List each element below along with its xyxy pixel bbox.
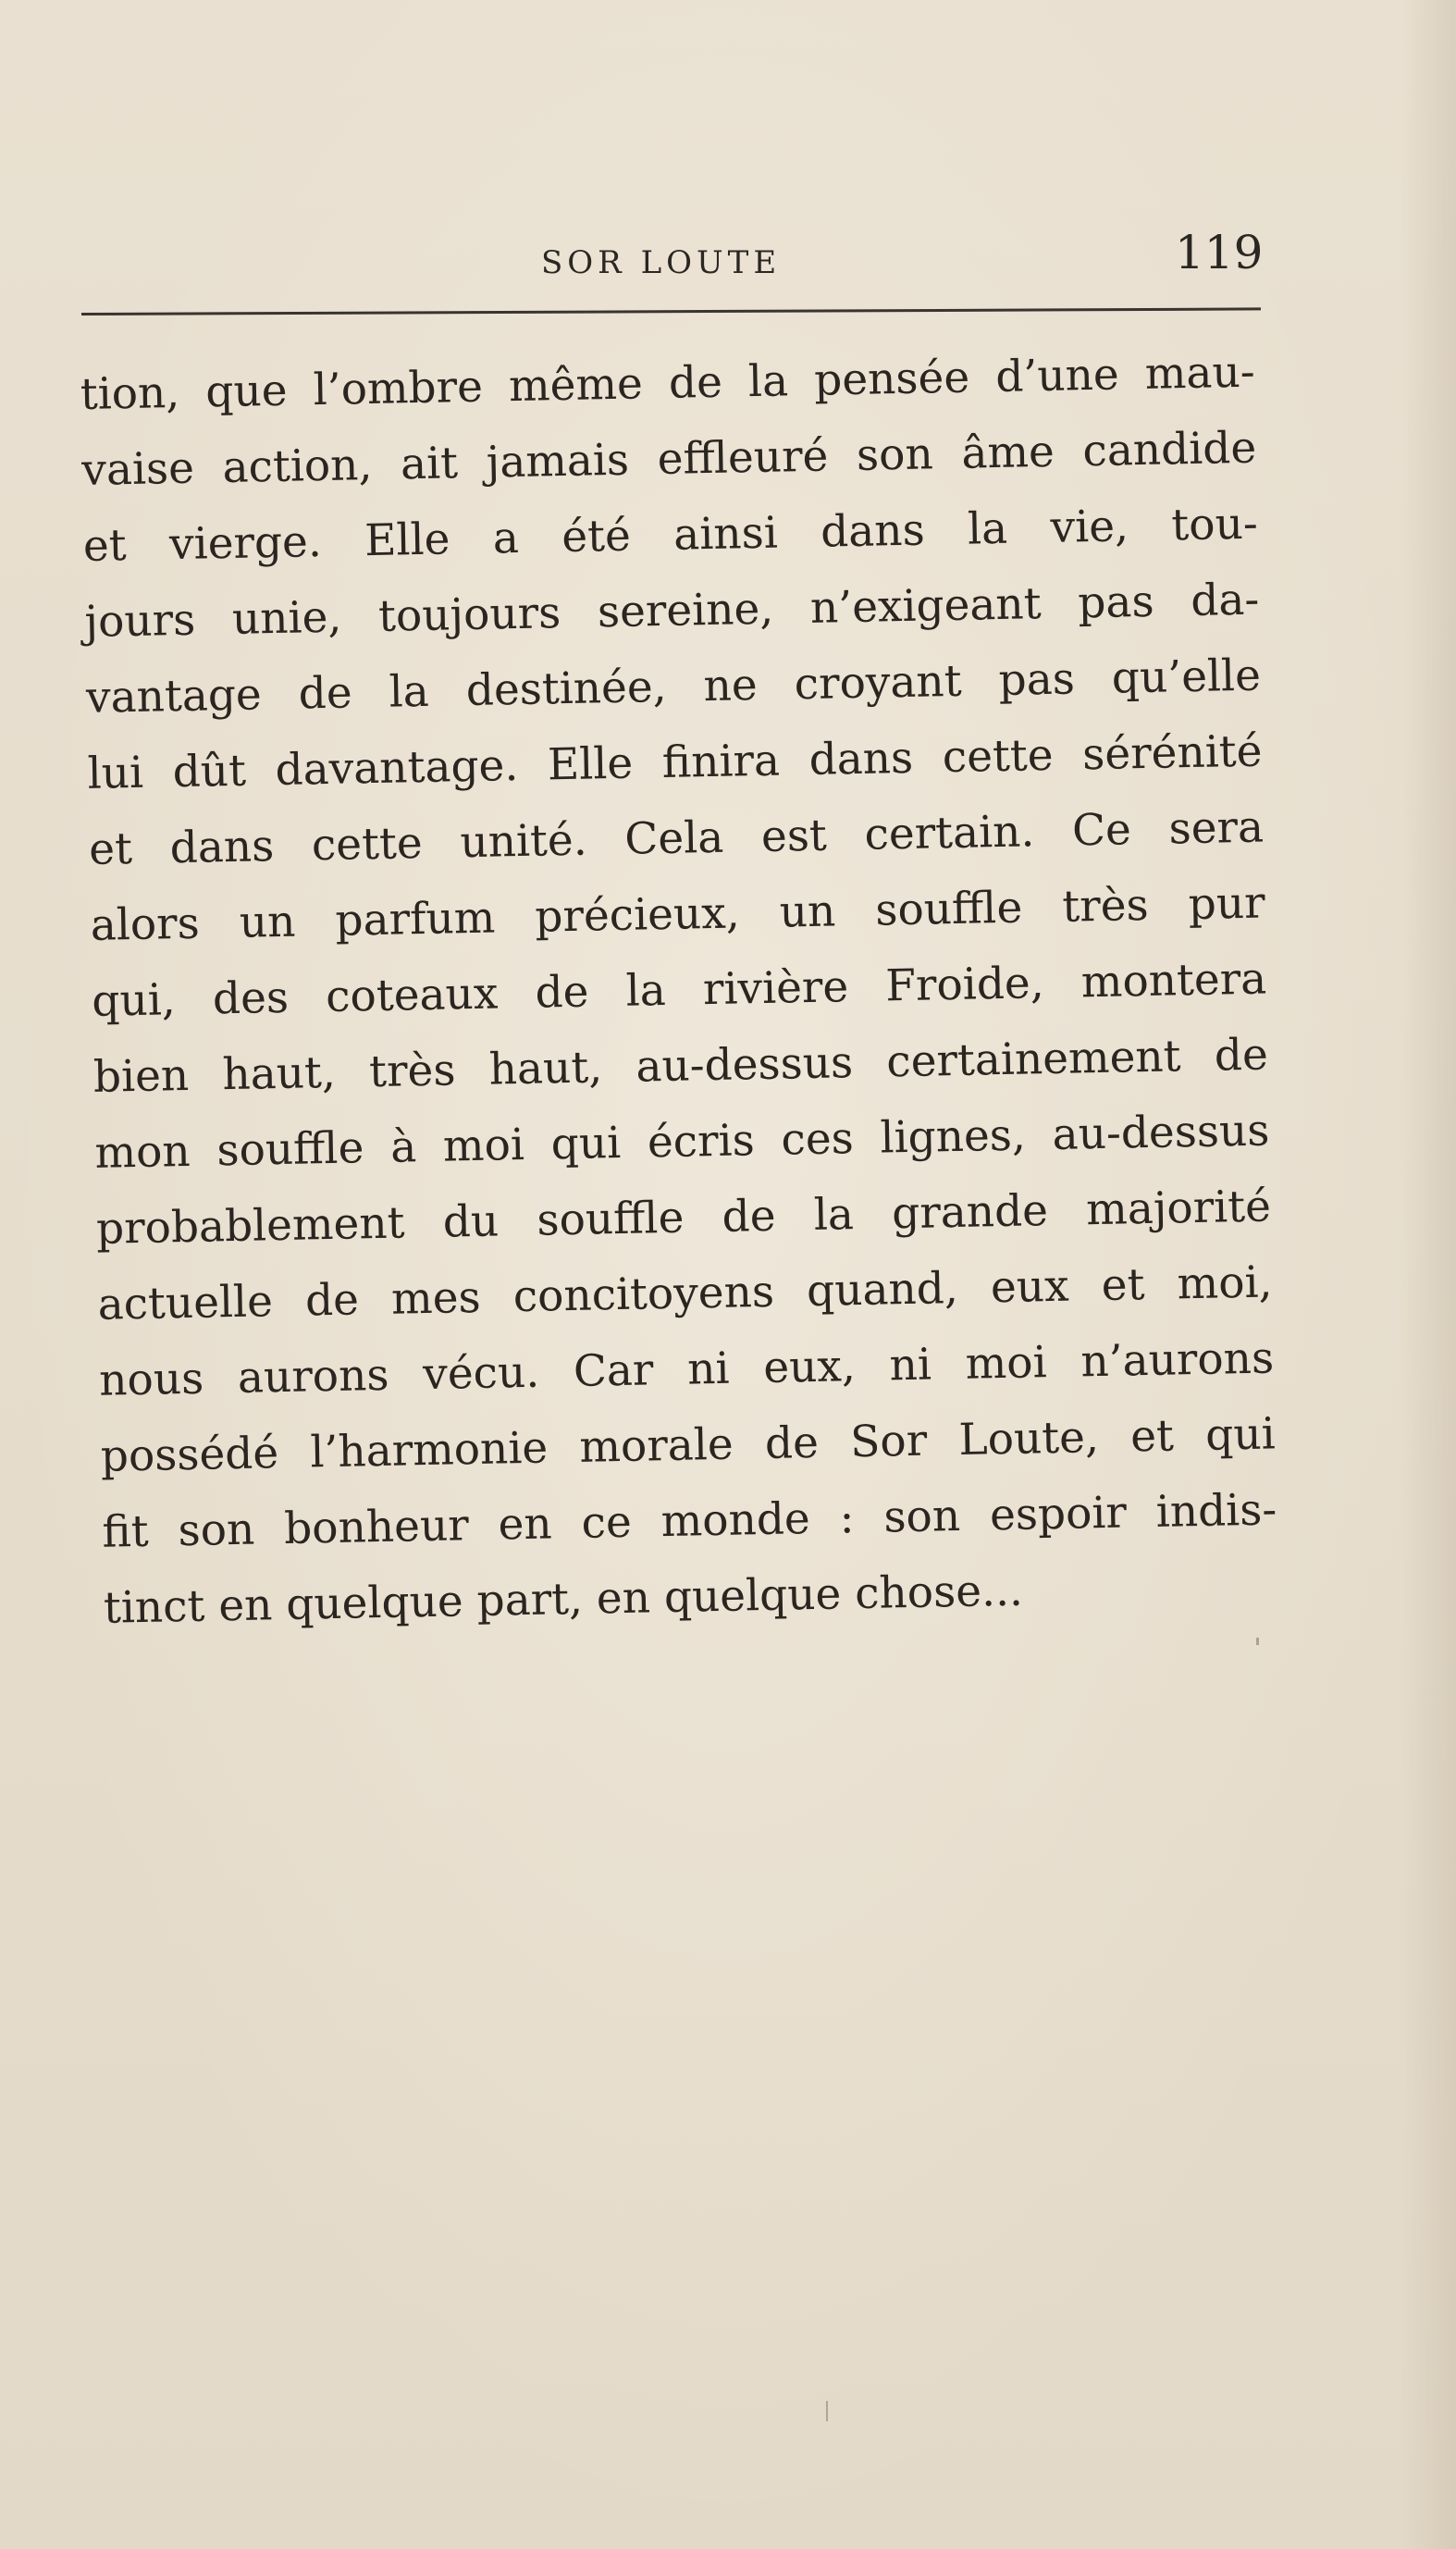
text-line: alors un parfum précieux, un souffle très pur <box>90 877 1266 951</box>
text-line: tinct en quelque part, en quelque chose... <box>103 1565 1024 1634</box>
text-line: et vierge. Elle a été ainsi dans la vie, tou- <box>82 498 1259 572</box>
text-line: fit son bonheur en ce monde : son espoir indis- <box>101 1484 1277 1558</box>
text-line: jours unie, toujours sereine, n’exigeant pas da- <box>83 574 1260 648</box>
text-line: tion, que l’ombre même de la pensée d’une mau- <box>80 346 1256 420</box>
paper-speck <box>1256 1638 1259 1645</box>
body-text <box>80 334 1298 1647</box>
text-line: bien haut, très haut, au-dessus certainement de <box>93 1029 1269 1103</box>
text-line: probablement du souffle de la grande majorité <box>95 1181 1272 1255</box>
text-line: lui dût davantage. Elle finira dans cette sérénité <box>87 725 1263 799</box>
paper-mark <box>826 2401 828 2421</box>
text-line: vantage de la destinée, ne croyant pas qu’elle <box>85 650 1262 724</box>
text-line: et dans cette unité. Cela est certain. Ce sera <box>88 801 1265 875</box>
running-title: SOR LOUTE <box>541 244 782 281</box>
text-line: mon souffle à moi qui écris ces lignes, au-dessus <box>93 1105 1270 1179</box>
text-line: possédé l’harmonie morale de Sor Loute, et qui <box>100 1408 1277 1482</box>
text-line: vaise action, ait jamais effleuré son âme candide <box>80 422 1257 496</box>
page-number: 119 <box>1175 226 1264 279</box>
text-line: actuelle de mes concitoyens quand, eux et moi, <box>97 1256 1273 1330</box>
page-edge-shadow <box>1400 0 1456 2549</box>
header-rule <box>81 307 1261 316</box>
text-line: nous aurons vécu. Car ni eux, ni moi n’aurons <box>98 1332 1275 1406</box>
text-line: qui, des coteaux de la rivière Froide, montera <box>91 953 1267 1027</box>
running-head <box>83 222 1264 296</box>
